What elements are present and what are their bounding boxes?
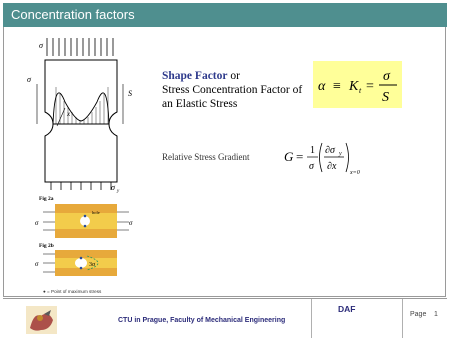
department-label: DAF — [338, 304, 356, 314]
formula-k: K — [349, 79, 359, 94]
formula-numerator: σ — [383, 69, 390, 84]
formula-k-sub: t — [359, 86, 362, 95]
department-tag — [331, 301, 363, 319]
fig2a-sigma-left: σ — [35, 219, 39, 227]
formula-denominator: S — [382, 90, 389, 105]
heading-connector: or — [227, 70, 240, 82]
institution-name: CTU in Prague, Faculty of Mechanical Engineering — [118, 317, 286, 324]
sigma-y-label: σ — [111, 183, 115, 192]
stress-distribution-figure — [25, 32, 135, 297]
shape-factor-term: Shape Factor — [162, 70, 228, 82]
heading-line-2: Stress Concentration Factor of — [162, 84, 303, 96]
max-stress-legend: ● = Point of maximum stress — [43, 289, 102, 294]
gradient-eval: x=0 — [350, 170, 360, 176]
relative-stress-gradient-label: Relative Stress Gradient — [162, 152, 250, 162]
gradient-sub-y: y — [339, 151, 342, 157]
max-stress-point-icon — [84, 225, 87, 228]
sigma-top-label: σ — [39, 41, 43, 50]
gradient-sigma: σ — [309, 161, 314, 172]
fig2a-sigma-right: σ — [129, 219, 133, 227]
university-logo-icon — [26, 306, 57, 334]
formula-equals: = — [366, 79, 374, 94]
shape-factor-heading — [162, 69, 312, 111]
stress-concentration-formula — [313, 61, 402, 108]
gradient-g: G — [284, 149, 294, 164]
footer-separator — [402, 299, 403, 338]
three-sigma-label: 3σ — [89, 262, 96, 268]
heading-line-3: an Elastic Stress — [162, 98, 238, 110]
slide-title: Concentration factors — [11, 7, 135, 22]
gradient-d-sigma: ∂σ — [325, 145, 335, 156]
footer-divider — [3, 298, 447, 299]
max-stress-point-icon — [84, 215, 87, 218]
formula-alpha: α — [318, 79, 326, 94]
title-bar — [3, 3, 447, 27]
gradient-equals: = — [296, 149, 304, 164]
page-label: Page — [410, 311, 427, 318]
x-label: x — [67, 110, 71, 118]
gradient-dx: ∂x — [327, 161, 337, 172]
sigma-y-sub: y — [117, 189, 120, 194]
fig2b-label: Fig 2b — [39, 243, 54, 249]
fig2b-sigma-left: σ — [35, 260, 39, 268]
fig2a-label: Fig 2a — [39, 196, 54, 202]
formula-equiv: ≡ — [333, 79, 341, 94]
page-number: 1 — [434, 311, 438, 318]
hole-label: hole — [92, 210, 100, 215]
gradient-formula — [281, 138, 381, 178]
gradient-one: 1 — [310, 145, 315, 156]
s-label: S — [128, 89, 132, 98]
footer-separator — [311, 299, 312, 338]
sigma-side-label: σ — [27, 75, 31, 84]
